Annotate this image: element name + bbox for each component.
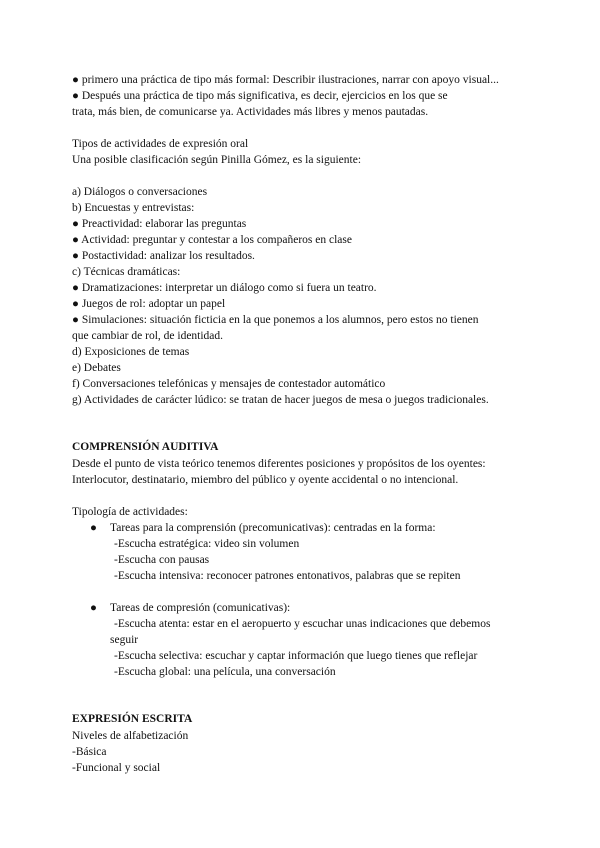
escrita-text: Niveles de alfabetización	[72, 730, 189, 742]
oral-list-item: que cambiar de rol, de identidad.	[72, 330, 224, 342]
oral-list-item: g) Actividades de carácter lúdico: se tratan de hacer juegos de mesa o juegos tradicionales.	[72, 394, 489, 406]
sub-item: -Escucha estratégica: video sin volumen	[114, 538, 300, 550]
comprension-text: Desde el punto de vista teórico tenemos diferentes posiciones y propósitos de los oyentes:	[72, 458, 486, 470]
bullet-label: Tareas de compresión (comunicativas):	[110, 602, 291, 614]
oral-list-item: ● Postactividad: analizar los resultados.	[72, 250, 255, 262]
oral-list-item: ● Actividad: preguntar y contestar a los compañeros en clase	[72, 234, 352, 246]
intro-line: ● Después una práctica de tipo más significativa, es decir, ejercicios en los que se	[72, 90, 448, 102]
sub-item: -Escucha intensiva: reconocer patrones entonativos, palabras que se repiten	[114, 570, 461, 582]
sub-item: -Escucha con pausas	[114, 554, 210, 566]
oral-list-item: e) Debates	[72, 362, 121, 374]
bullet-item	[90, 601, 291, 615]
intro-line: ● primero una práctica de tipo más formal: Describir ilustraciones, narrar con apoyo visual...	[72, 74, 499, 86]
comprension-heading: COMPRENSIÓN AUDITIVA	[72, 441, 219, 453]
oral-list-item: f) Conversaciones telefónicas y mensajes de contestador automático	[72, 378, 386, 390]
oral-list-item: c) Técnicas dramáticas:	[72, 266, 181, 278]
oral-list-item: ● Juegos de rol: adoptar un papel	[72, 298, 226, 310]
oral-intro: Una posible clasificación según Pinilla Gómez, es la siguiente:	[72, 154, 362, 166]
sub-item: -Escucha global: una película, una conversación	[114, 666, 336, 678]
sub-item: seguir	[110, 634, 139, 646]
bullet-dot-icon: ●	[90, 602, 97, 614]
bullet-item	[90, 521, 436, 535]
oral-list-item: b) Encuestas y entrevistas:	[72, 202, 195, 214]
sub-item: -Escucha atenta: estar en el aeropuerto y escuchar unas indicaciones que debemos	[114, 618, 491, 630]
oral-list-item: a) Diálogos o conversaciones	[72, 186, 208, 198]
oral-list-item: ● Preactividad: elaborar las preguntas	[72, 218, 247, 230]
bullet-dot-icon: ●	[90, 522, 97, 534]
tipologia-label: Tipología de actividades:	[72, 506, 188, 518]
oral-section-title: Tipos de actividades de expresión oral	[72, 138, 249, 150]
intro-line: trata, más bien, de comunicarse ya. Actividades más libres y menos pautadas.	[72, 106, 429, 118]
escrita-text: -Básica	[72, 746, 107, 758]
oral-list-item: ● Dramatizaciones: interpretar un diálogo como si fuera un teatro.	[72, 282, 377, 294]
sub-item: -Escucha selectiva: escuchar y captar información que luego tienes que reflejar	[114, 650, 478, 662]
oral-list-item: d) Exposiciones de temas	[72, 346, 190, 358]
escrita-text: -Funcional y social	[72, 762, 161, 774]
bullet-label: Tareas para la comprensión (precomunicativas): centradas en la forma:	[110, 522, 436, 534]
comprension-text: Interlocutor, destinatario, miembro del público y oyente accidental o no intencional.	[72, 474, 459, 486]
oral-list-item: ● Simulaciones: situación ficticia en la que ponemos a los alumnos, pero estos no tienen	[72, 314, 479, 326]
escrita-heading: EXPRESIÓN ESCRITA	[72, 713, 193, 725]
